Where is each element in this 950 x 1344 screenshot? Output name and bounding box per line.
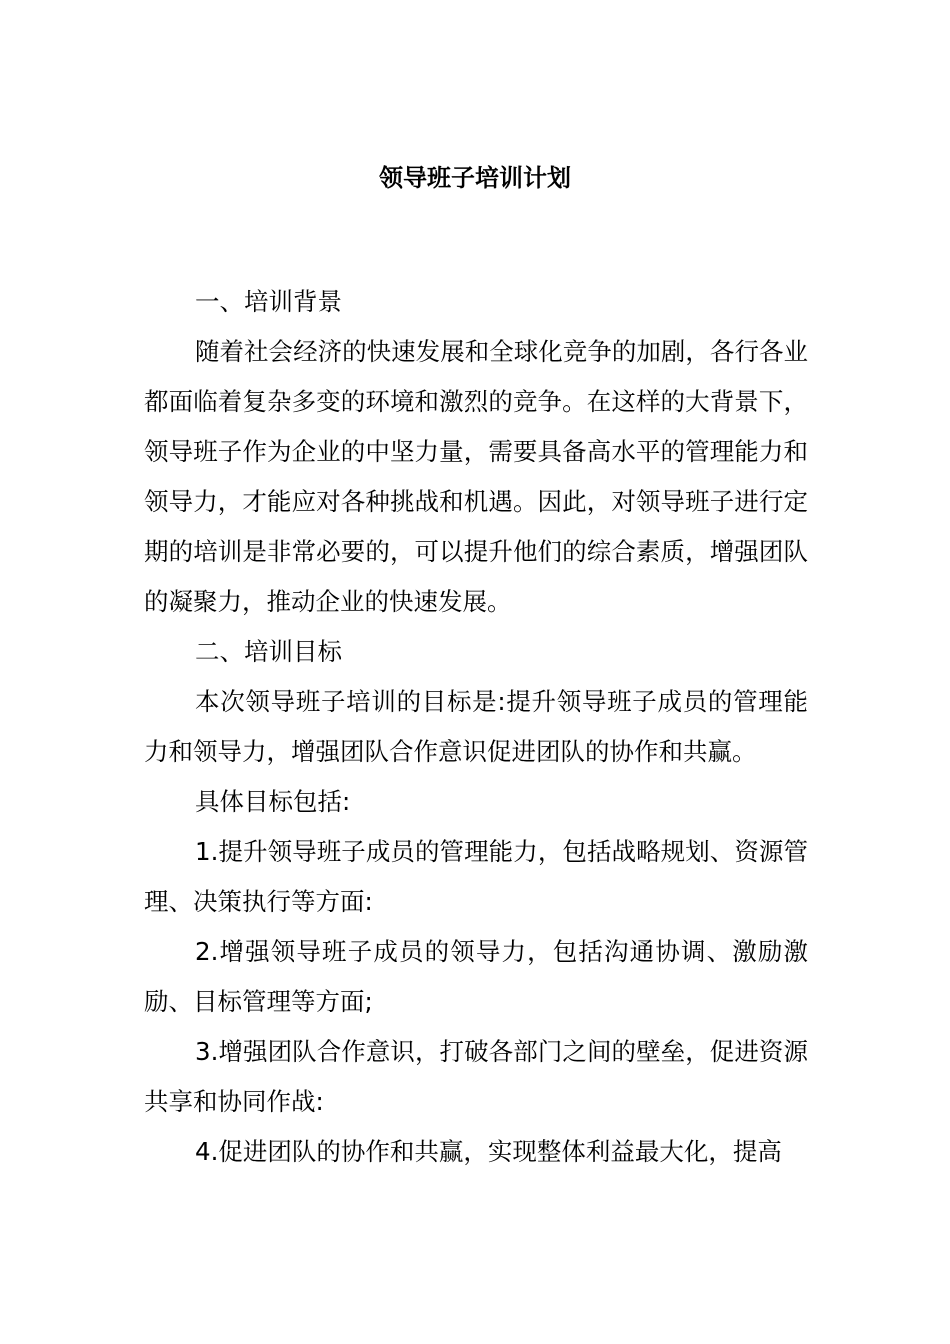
list-item-goal-3: 3.增强团队合作意识，打破各部门之间的壁垒，促进资源共享和协同作战: [144,1037,808,1116]
paragraph-goals: 本次领导班子培训的目标是:提升领导班子成员的管理能力和领导力，增强团队合作意识促进团队的协作和共赢。 [144,687,808,766]
document-body [144,277,808,1177]
section-heading-background: 一、培训背景 [195,287,342,316]
section-heading-goals: 二、培训目标 [195,637,342,666]
list-item-goal-1: 1.提升领导班子成员的管理能力，包括战略规划、资源管理、决策执行等方面: [144,837,808,916]
paragraph-specific-goals-intro: 具体目标包括: [195,787,351,816]
list-item-goal-2: 2.增强领导班子成员的领导力，包括沟通协调、激励激励、目标管理等方面; [144,937,808,1016]
paragraph-background: 随着社会经济的快速发展和全球化竞争的加剧，各行各业都面临着复杂多变的环境和激烈的竞争。在这样的大背景下，领导班子作为企业的中坚力量，需要具备高水平的管理能力和领导力，才能应对各种挑战和机遇。因此，对领导班子进行定期的培训是非常必要的，可以提升他们的综合素质，增强团队的凝聚力，推动企业的快速发展。 [144,337,808,616]
list-item-goal-4: 4.促进团队的协作和共赢，实现整体利益最大化，提高 [195,1137,782,1166]
document-title: 领导班子培训计划 [379,164,571,192]
